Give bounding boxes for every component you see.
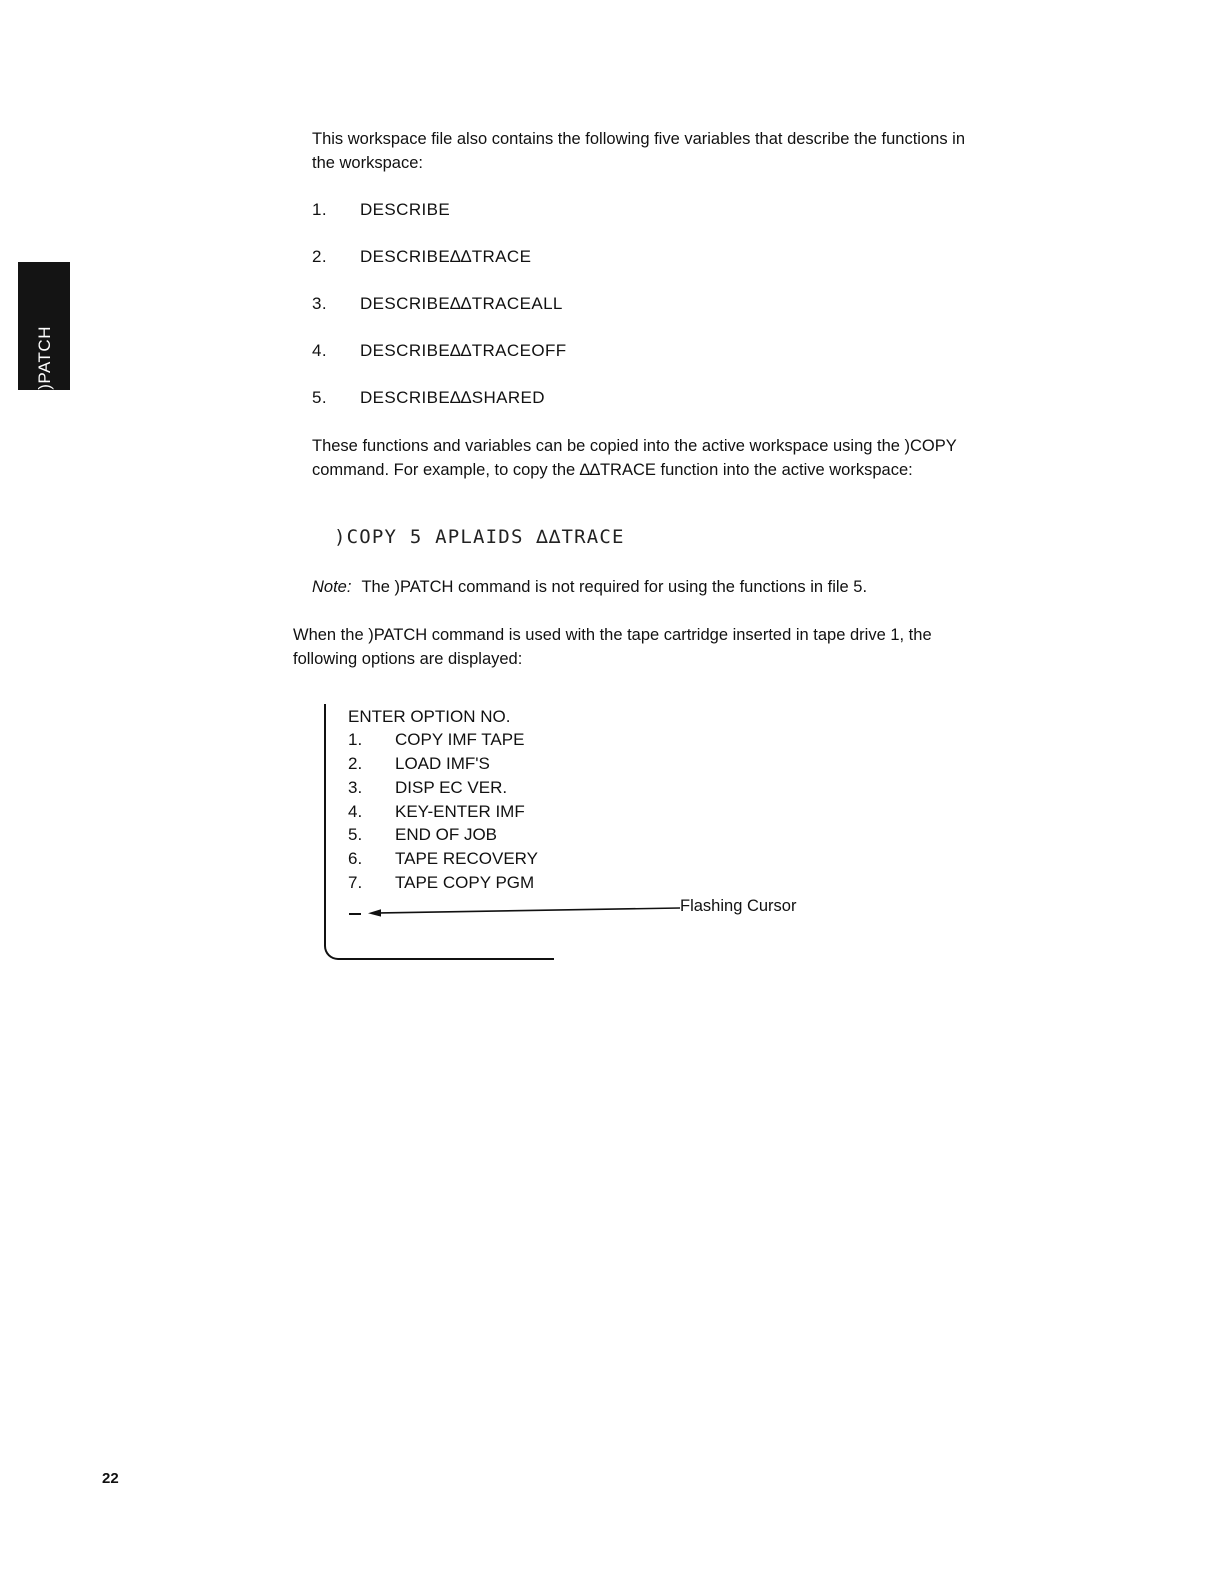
page-number: 22 bbox=[102, 1470, 119, 1487]
section-tab-label-wrap bbox=[18, 262, 70, 390]
option-label: COPY IMF TAPE bbox=[395, 730, 525, 749]
option-number: 2. bbox=[348, 754, 363, 773]
option-label: END OF JOB bbox=[395, 825, 498, 844]
section-tab-label: )PATCH bbox=[35, 326, 54, 390]
option-label: LOAD IMF'S bbox=[395, 754, 490, 773]
patch-paragraph: When the )PATCH command is used with the tape cartridge inserted in tape drive 1, the following options are displayed: bbox=[293, 626, 932, 668]
option-number: 5. bbox=[348, 825, 363, 844]
option-label: DISP EC VER. bbox=[395, 778, 508, 797]
option-number: 7. bbox=[348, 873, 363, 892]
list-item-name: DESCRIBE∆∆TRACEOFF bbox=[360, 341, 567, 360]
list-item-name: DESCRIBE∆∆TRACE bbox=[360, 247, 532, 266]
callout-arrow-icon bbox=[368, 905, 680, 921]
screen-title: ENTER OPTION NO. bbox=[348, 707, 511, 726]
option-number: 4. bbox=[348, 802, 363, 821]
option-number: 3. bbox=[348, 778, 363, 797]
list-item-number: 1. bbox=[312, 200, 327, 219]
list-item-name: DESCRIBE∆∆TRACEALL bbox=[360, 294, 563, 313]
option-label: TAPE COPY PGM bbox=[395, 873, 535, 892]
list-item-number: 2. bbox=[312, 247, 327, 266]
note-label: Note: bbox=[312, 578, 352, 596]
intro-paragraph: This workspace file also contains the following five variables that describe the functions in the workspace: bbox=[312, 130, 966, 172]
note-text: The )PATCH command is not required for using the functions in file 5. bbox=[361, 578, 868, 596]
option-number: 6. bbox=[348, 849, 363, 868]
note bbox=[312, 576, 867, 599]
option-label: KEY-ENTER IMF bbox=[395, 802, 525, 821]
section-tab bbox=[18, 262, 70, 390]
copy-command-example: )COPY 5 APLAIDS ∆∆TRACE bbox=[334, 526, 625, 548]
list-item-number: 4. bbox=[312, 341, 327, 360]
list-item-name: DESCRIBE bbox=[360, 200, 451, 219]
cursor-mark bbox=[349, 913, 361, 915]
copy-paragraph: These functions and variables can be copied into the active workspace using the )COPY command. For example, to copy the ∆∆TRACE function into the active workspace: bbox=[312, 437, 957, 479]
list-item-number: 5. bbox=[312, 388, 327, 407]
list-item-name: DESCRIBE∆∆SHARED bbox=[360, 388, 545, 407]
option-number: 1. bbox=[348, 730, 363, 749]
option-label: TAPE RECOVERY bbox=[395, 849, 538, 868]
list-item-number: 3. bbox=[312, 294, 327, 313]
cursor-callout-label: Flashing Cursor bbox=[680, 897, 797, 915]
